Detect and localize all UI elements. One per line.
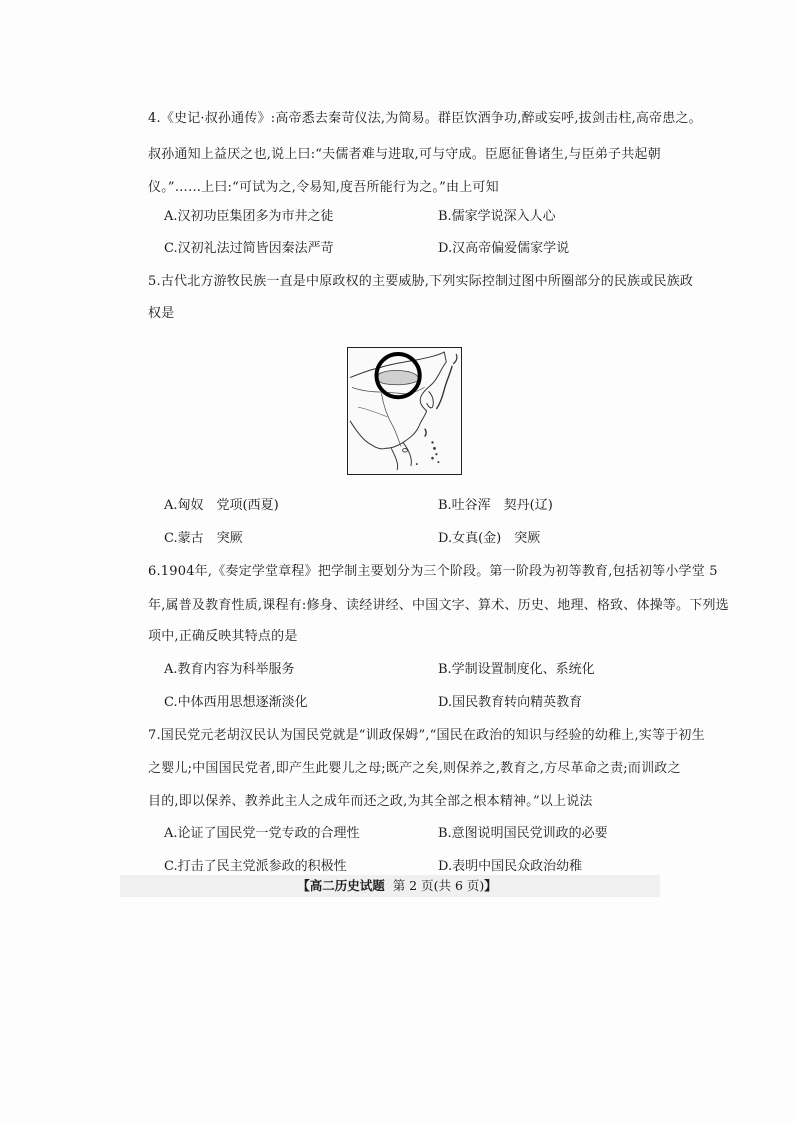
q4-option-c: C.汉初礼法过简皆因秦法严苛 bbox=[164, 241, 334, 256]
peninsula-coast bbox=[391, 448, 397, 470]
taiwan-island bbox=[425, 429, 426, 437]
q6-option-a: A.教育内容为科举服务 bbox=[164, 662, 295, 677]
q5-option-c: C.蒙古 突厥 bbox=[164, 531, 243, 546]
q6-option-b: B.学制设置制度化、系统化 bbox=[438, 662, 595, 677]
q4-stem-line-1: 4.《史记·叔孙通传》:高帝悉去秦苛仪法,为简易。群臣饮酒争功,醉或妄呼,拔剑击柱,高帝患之。 bbox=[148, 111, 702, 126]
hainan-island bbox=[403, 449, 408, 453]
footer-page-number: 第 2 页(共 6 页) bbox=[392, 878, 485, 893]
island-dot bbox=[431, 457, 434, 460]
mainland-coastline bbox=[350, 352, 446, 449]
island-dot bbox=[416, 463, 418, 465]
q4-stem-line-2: 叔孙通知上益厌之也,说上曰:“夫儒者难与进取,可与守成。臣愿征鲁诸生,与臣弟子共起朝 bbox=[148, 147, 661, 162]
footer-bracket-open: 【 bbox=[297, 878, 310, 893]
island-dot bbox=[435, 453, 437, 455]
q4-option-a: A.汉初功臣集团多为市井之徒 bbox=[164, 209, 334, 224]
q5-stem-line-1: 5.古代北方游牧民族一直是中原政权的主要威胁,下列实际控制过图中所圈部分的民族或民族政 bbox=[148, 274, 694, 289]
map-drawing bbox=[348, 348, 461, 474]
page-footer bbox=[0, 877, 794, 895]
q4-option-d: D.汉高帝偏爱儒家学说 bbox=[438, 241, 570, 256]
q6-stem-line-3: 项中,正确反映其特点的是 bbox=[148, 629, 298, 644]
footer-title: 高二历史试题 bbox=[309, 878, 385, 893]
q7-option-b: B.意图说明国民党训政的必要 bbox=[438, 826, 608, 841]
q7-option-a: A.论证了国民党一党专政的合理性 bbox=[164, 826, 360, 841]
q7-stem-line-2: 之婴儿;中国国民党者,即产生此婴儿之母;既产之矣,则保养之,教育之,方尽革命之责;而训政之 bbox=[148, 761, 681, 776]
circled-region bbox=[377, 370, 418, 384]
island-dot bbox=[431, 441, 433, 443]
q7-option-d: D.表明中国民众政治幼稚 bbox=[438, 859, 583, 874]
island-dot bbox=[433, 447, 436, 450]
border-line bbox=[358, 407, 387, 417]
q4-stem-line-3: 仪。”……上曰:“可试为之,令易知,度吾所能行为之。”由上可知 bbox=[148, 180, 499, 195]
q6-stem-line-2: 年,属普及教育性质,课程有:修身、读经讲经、中国文字、算术、历史、地理、格致、体操等。下列选 bbox=[148, 598, 729, 613]
peninsula-coast bbox=[403, 442, 411, 466]
q7-stem-line-1: 7.国民党元老胡汉民认为国民党就是“训政保姆”,“国民在政治的知识与经验的幼稚上,实等于初生 bbox=[148, 728, 705, 743]
japan-islands bbox=[436, 366, 452, 409]
q5-option-b: B.吐谷浑 契丹(辽) bbox=[438, 498, 553, 513]
east-asia-map bbox=[347, 347, 462, 475]
border-line bbox=[381, 393, 401, 446]
korea-peninsula bbox=[427, 391, 434, 407]
q6-stem-line-1: 6.1904年,《奏定学堂章程》把学制主要划分为三个阶段。第一阶段为初等教育,包括初等小学堂 5 bbox=[148, 564, 718, 579]
q7-option-c: C.打击了民主党派参政的积极性 bbox=[164, 859, 347, 874]
footer-bracket-close: 】 bbox=[484, 878, 497, 893]
q7-stem-line-3: 目的,即以保养、教养此主人之成年而还之政,为其全部之根本精神。”以上说法 bbox=[148, 794, 593, 809]
japan-islands bbox=[453, 354, 457, 364]
q6-option-d: D.国民教育转向精英教育 bbox=[438, 695, 583, 710]
q5-option-a: A.匈奴 党项(西夏) bbox=[164, 498, 279, 513]
q6-option-c: C.中体西用思想逐渐淡化 bbox=[164, 695, 308, 710]
q4-option-b: B.儒家学说深入人心 bbox=[438, 209, 556, 224]
q5-option-d: D.女真(金) 突厥 bbox=[438, 531, 541, 546]
island-dot bbox=[437, 461, 439, 463]
q5-stem-line-2: 权是 bbox=[148, 306, 175, 321]
